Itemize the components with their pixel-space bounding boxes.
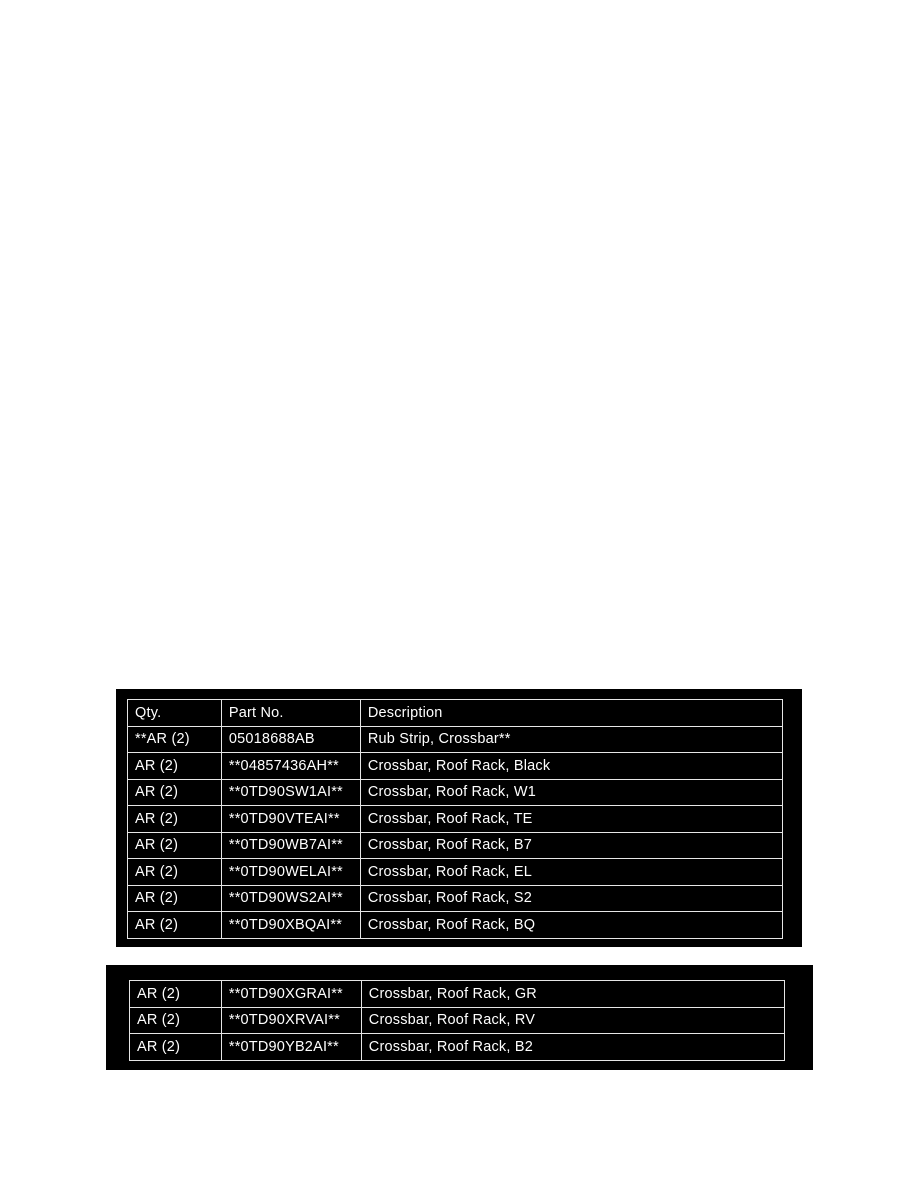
cell-part-no: **0TD90VTEAI** (221, 806, 360, 833)
cell-description: Crossbar, Roof Rack, Black (360, 753, 782, 780)
cell-qty: AR (2) (128, 885, 222, 912)
cell-qty: AR (2) (128, 779, 222, 806)
table-row (130, 1007, 785, 1034)
cell-description: Crossbar, Roof Rack, BQ (360, 912, 782, 939)
cell-part-no: **0TD90WELAI** (221, 859, 360, 886)
cell-description: Crossbar, Roof Rack, TE (360, 806, 782, 833)
parts-table-panel-1 (116, 689, 802, 947)
cell-qty: **AR (2) (128, 726, 222, 753)
cell-qty: AR (2) (130, 1034, 222, 1061)
table-row (130, 981, 785, 1008)
cell-description: Crossbar, Roof Rack, RV (361, 1007, 784, 1034)
table-row (128, 753, 783, 780)
cell-part-no: **0TD90XGRAI** (221, 981, 361, 1008)
cell-part-no: **0TD90YB2AI** (221, 1034, 361, 1061)
cell-description: Crossbar, Roof Rack, B7 (360, 832, 782, 859)
cell-part-no: **04857436AH** (221, 753, 360, 780)
table-row (128, 779, 783, 806)
cell-qty: AR (2) (128, 859, 222, 886)
table-row (128, 832, 783, 859)
table-row (128, 885, 783, 912)
cell-description: Crossbar, Roof Rack, S2 (360, 885, 782, 912)
parts-table-2 (129, 980, 785, 1061)
cell-part-no: **0TD90XBQAI** (221, 912, 360, 939)
table-row (128, 859, 783, 886)
parts-table-1 (127, 699, 783, 939)
cell-qty: AR (2) (128, 753, 222, 780)
cell-part-no: **0TD90XRVAI** (221, 1007, 361, 1034)
cell-qty: AR (2) (130, 981, 222, 1008)
table-row (128, 912, 783, 939)
cell-qty: AR (2) (128, 832, 222, 859)
cell-description: Crossbar, Roof Rack, W1 (360, 779, 782, 806)
cell-qty: AR (2) (130, 1007, 222, 1034)
cell-qty: AR (2) (128, 806, 222, 833)
table-row (128, 806, 783, 833)
table-row (128, 726, 783, 753)
header-qty: Qty. (128, 700, 222, 727)
cell-part-no: **0TD90WB7AI** (221, 832, 360, 859)
cell-qty: AR (2) (128, 912, 222, 939)
cell-description: Rub Strip, Crossbar** (360, 726, 782, 753)
cell-description: Crossbar, Roof Rack, B2 (361, 1034, 784, 1061)
parts-table-panel-2 (106, 965, 813, 1070)
header-description: Description (360, 700, 782, 727)
header-part-no: Part No. (221, 700, 360, 727)
table-header-row (128, 700, 783, 727)
cell-part-no: **0TD90SW1AI** (221, 779, 360, 806)
cell-part-no: **0TD90WS2AI** (221, 885, 360, 912)
table-row (130, 1034, 785, 1061)
cell-part-no: 05018688AB (221, 726, 360, 753)
cell-description: Crossbar, Roof Rack, GR (361, 981, 784, 1008)
cell-description: Crossbar, Roof Rack, EL (360, 859, 782, 886)
